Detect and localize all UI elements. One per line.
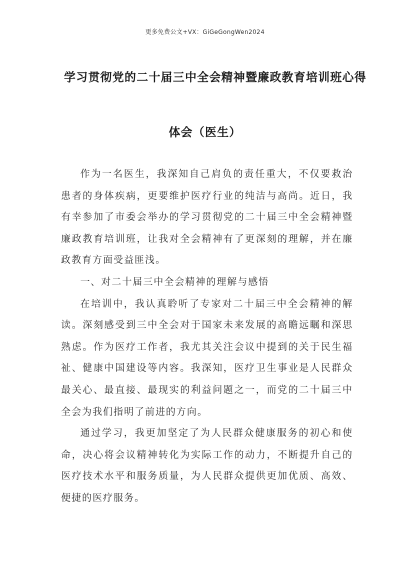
document-subtitle: 体会（医生） (168, 125, 242, 139)
document-body (61, 164, 353, 510)
paragraph-training: 在培训中，我认真聆听了专家对二十届三中全会精神的解读。深刻感受到三中全会对于国家未来发展的高瞻远瞩和深思熟虑。作为医疗工作者，我尤其关注会议中提到的关于民生福祉、健康中国建设等内容。我深知，医疗卫生事业是人民群众最关心、最直接、最现实的利益问题之一，而党的二十届三中全会为我们指明了前进的方向。 (61, 298, 353, 418)
section-heading-1: 一、对二十届三中全会精神的理解与感悟 (80, 276, 270, 288)
paragraph-intro: 作为一名医生，我深知自己肩负的责任重大，不仅要救治患者的身体疾病，更要维护医疗行业的纯洁与高尚。近日，我有幸参加了市委会举办的学习贯彻党的二十届三中全会精神暨廉政教育培训班，让我对全会精神有了更深刻的理解，并在廉政教育方面受益匪浅。 (61, 169, 353, 267)
paragraph-commitment: 通过学习，我更加坚定了为人民群众健康服务的初心和使命，决心将会议精神转化为实际工作的动力，不断提升自己的医疗技术水平和服务质量，为人民群众提供更加优质、高效、便捷的医疗服务。 (61, 428, 353, 504)
header-note: 更多免费公文+VX：GiGeGongWen2024 (145, 29, 265, 36)
document-title: 学习贯彻党的二十届三中全会精神暨廉政教育培训班心得 (64, 70, 367, 84)
